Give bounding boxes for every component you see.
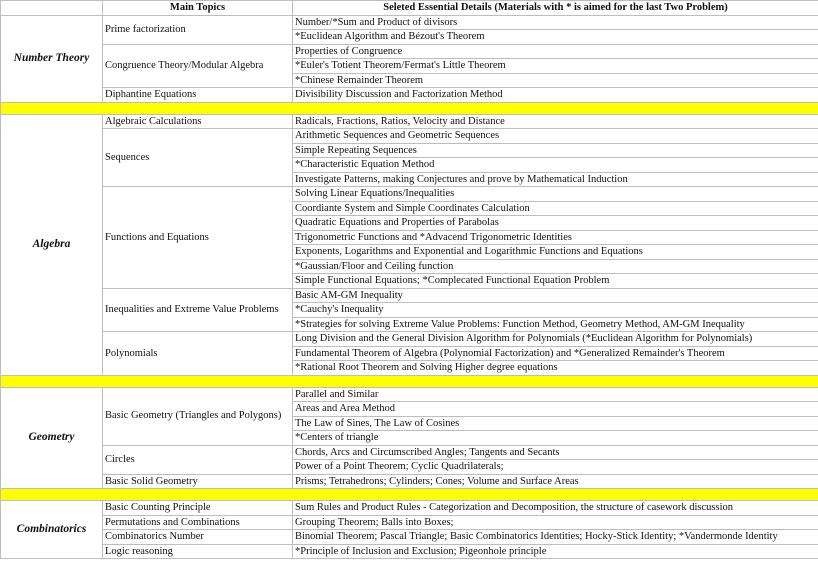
topic-detail: Simple Functional Equations; *Complecated Functional Equation Problem — [293, 274, 818, 289]
topic-title: Polynomials — [103, 332, 293, 376]
topic-detail: The Law of Sines, The Law of Cosines — [293, 416, 818, 431]
header-row — [1, 1, 818, 16]
topic-detail: Quadratic Equations and Properties of Parabolas — [293, 216, 818, 231]
topic-title: Basic Solid Geometry — [103, 474, 293, 489]
topic-detail: *Centers of triangle — [293, 431, 818, 446]
separator-cell — [1, 489, 818, 501]
topic-detail: Binomial Theorem; Pascal Triangle; Basic Combinatorics Identities; Hocky-Stick Identity; *Vandermonde Identity — [293, 530, 818, 545]
topic-title: Diphantine Equations — [103, 88, 293, 103]
table-row — [1, 387, 818, 402]
table-body — [1, 15, 818, 559]
table-row — [1, 501, 818, 516]
topic-detail: Chords, Arcs and Circumscribed Angles; Tangents and Secants — [293, 445, 818, 460]
topic-title: Sequences — [103, 129, 293, 187]
topic-detail: Fundamental Theorem of Algebra (Polynomial Factorization) and *Generalized Remainder's Theorem — [293, 346, 818, 361]
table-row — [1, 515, 818, 530]
topic-detail: Power of a Point Theorem; Cyclic Quadrilaterals; — [293, 460, 818, 475]
topic-detail: *Euler's Totient Theorem/Fermat's Little Theorem — [293, 59, 818, 74]
separator-cell — [1, 375, 818, 387]
section-name: Number Theory — [1, 15, 103, 102]
table-row — [1, 288, 818, 303]
table-row — [1, 530, 818, 545]
topic-detail: *Gaussian/Floor and Ceiling function — [293, 259, 818, 274]
topic-title: Basic Counting Principle — [103, 501, 293, 516]
topic-detail: Sum Rules and Product Rules - Categorization and Decomposition, the structure of casework discussion — [293, 501, 818, 516]
topic-detail: Radicals, Fractions, Ratios, Velocity and Distance — [293, 114, 818, 129]
topic-detail: Arithmetic Sequences and Geometric Sequences — [293, 129, 818, 144]
topic-title: Congruence Theory/Modular Algebra — [103, 44, 293, 88]
topic-title: Combinatorics Number — [103, 530, 293, 545]
table-row — [1, 88, 818, 103]
topic-detail: Areas and Area Method — [293, 402, 818, 417]
header-main-topics: Main Topics — [103, 1, 293, 16]
topic-detail: *Strategies for solving Extreme Value Problems: Function Method, Geometry Method, AM-GM Inequality — [293, 317, 818, 332]
header-details: Seleted Essential Details (Materials with * is aimed for the last Two Problem) — [293, 1, 818, 16]
topic-title: Inequalities and Extreme Value Problems — [103, 288, 293, 332]
table-row — [1, 129, 818, 144]
table-row — [1, 332, 818, 347]
topic-detail: Parallel and Similar — [293, 387, 818, 402]
table-row — [1, 44, 818, 59]
topic-detail: Properties of Congruence — [293, 44, 818, 59]
table-row — [1, 445, 818, 460]
topic-title: Algebraic Calculations — [103, 114, 293, 129]
topic-detail: Coordiante System and Simple Coordinates Calculation — [293, 201, 818, 216]
topic-detail: *Characteristic Equation Method — [293, 158, 818, 173]
separator-cell — [1, 102, 818, 114]
table-row — [1, 15, 818, 30]
topic-detail: Long Division and the General Division Algorithm for Polynomials (*Euclidean Algorithm for Polynomials) — [293, 332, 818, 347]
topic-title: Prime factorization — [103, 15, 293, 44]
topic-detail: Solving Linear Equations/Inequalities — [293, 187, 818, 202]
topic-title: Permutations and Combinations — [103, 515, 293, 530]
topic-detail: *Chinese Remainder Theorem — [293, 73, 818, 88]
topic-detail: Trigonometric Functions and *Advacend Trigonometric Identities — [293, 230, 818, 245]
topic-detail: Exponents, Logarithms and Exponential and Logarithmic Functions and Equations — [293, 245, 818, 260]
table-row — [1, 114, 818, 129]
section-separator — [1, 375, 818, 387]
topic-title: Circles — [103, 445, 293, 474]
topic-title: Basic Geometry (Triangles and Polygons) — [103, 387, 293, 445]
topic-detail: *Principle of Inclusion and Exclusion; Pigeonhole principle — [293, 544, 818, 559]
topic-detail: *Euclidean Algorithm and Bézout's Theorem — [293, 30, 818, 45]
topic-detail: Investigate Patterns, making Conjectures and prove by Mathematical Induction — [293, 172, 818, 187]
table-row — [1, 187, 818, 202]
topic-detail: *Cauchy's Inequality — [293, 303, 818, 318]
section-name: Combinatorics — [1, 501, 103, 559]
topic-detail: Divisibility Discussion and Factorization Method — [293, 88, 818, 103]
topic-detail: Number/*Sum and Product of divisors — [293, 15, 818, 30]
topic-detail: Prisms; Tetrahedrons; Cylinders; Cones; Volume and Surface Areas — [293, 474, 818, 489]
header-category — [1, 1, 103, 16]
topic-detail: Basic AM-GM Inequality — [293, 288, 818, 303]
topic-detail: *Rational Root Theorem and Solving Higher degree equations — [293, 361, 818, 376]
topic-title: Logic reasoning — [103, 544, 293, 559]
section-name: Geometry — [1, 387, 103, 489]
topic-detail: Grouping Theorem; Balls into Boxes; — [293, 515, 818, 530]
section-separator — [1, 102, 818, 114]
topic-title: Functions and Equations — [103, 187, 293, 289]
section-name: Algebra — [1, 114, 103, 375]
section-separator — [1, 489, 818, 501]
topic-detail: Simple Repeating Sequences — [293, 143, 818, 158]
table-row — [1, 544, 818, 559]
table-row — [1, 474, 818, 489]
